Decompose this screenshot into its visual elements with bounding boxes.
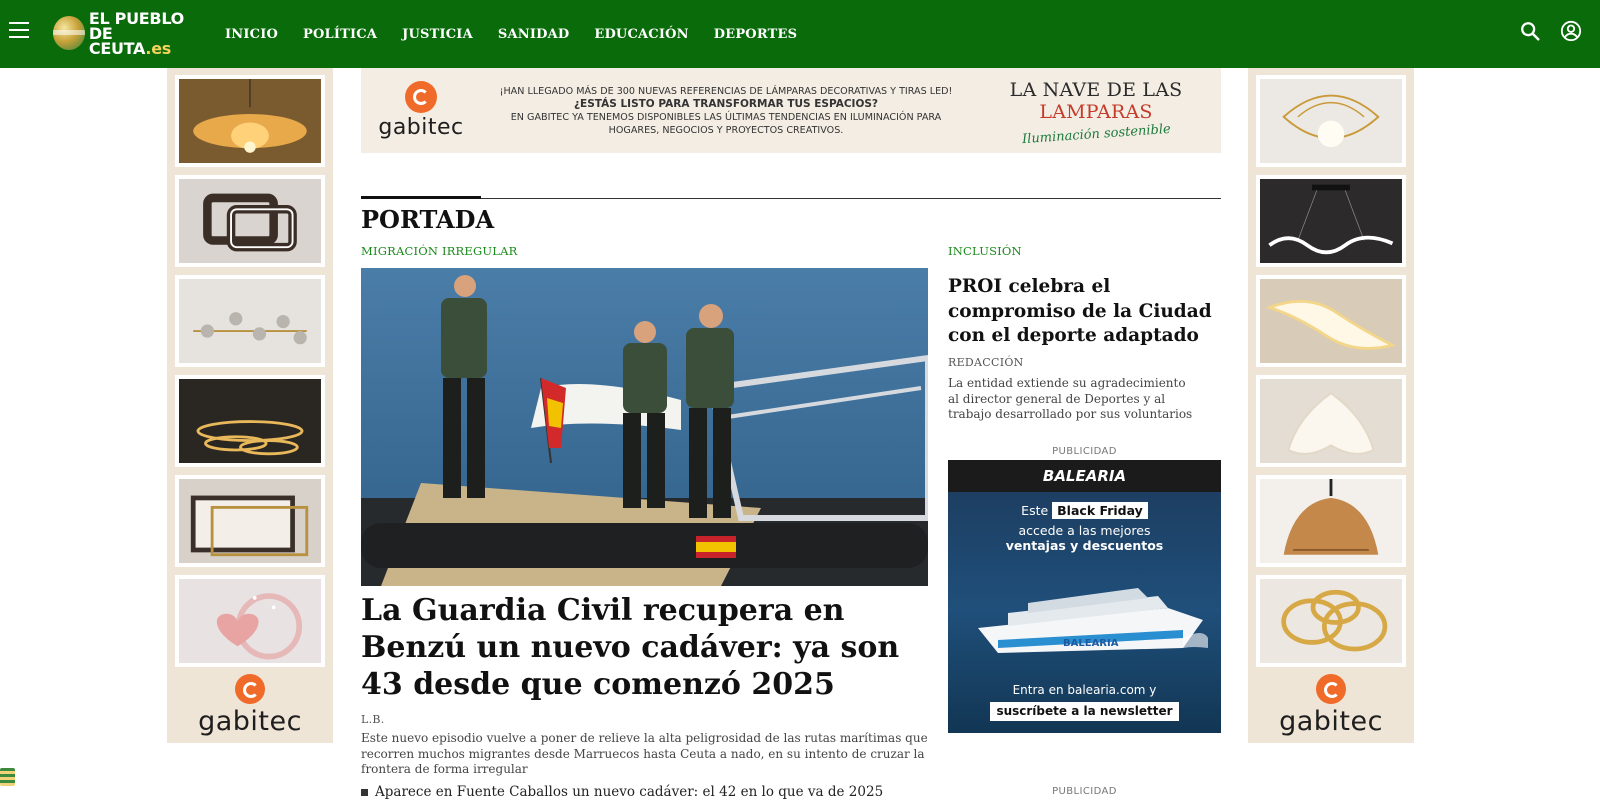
gabitec-g-icon	[405, 81, 437, 113]
lamp-product-image	[1256, 75, 1406, 167]
site-logo[interactable]	[53, 8, 193, 58]
banner-line-1: ¡HAN LLEGADO MÁS DE 300 NUEVAS REFERENCIAS DE LÁMPARAS DECORATIVAS Y TIRAS LED!	[499, 85, 953, 97]
side-article-summary: La entidad extiende su agradecimiento al director general de Deportes y al trabajo desarrollado por sus voluntarios	[948, 376, 1193, 421]
balearia-brand: BALEARIA	[948, 460, 1221, 492]
logo-tld: .es	[145, 38, 171, 58]
lamp-product-image	[1256, 475, 1406, 567]
lamp-product-image	[175, 575, 325, 667]
gabitec-banner-ad[interactable]	[361, 68, 1221, 153]
main-article-kicker[interactable]: MIGRACIÓN IRREGULAR	[361, 244, 518, 258]
section-accent-bar	[361, 196, 481, 199]
lamp-product-image	[175, 475, 325, 567]
nav-item-educacion[interactable]: EDUCACIÓN	[594, 26, 689, 42]
balearia-line-2: accede a las mejores	[1018, 523, 1151, 538]
advertising-label: PUBLICIDAD	[1052, 786, 1117, 797]
search-icon[interactable]	[1519, 20, 1541, 42]
gabitec-g-icon	[235, 674, 265, 704]
banner-line-3: EN GABITEC YA TENEMOS DISPONIBLES LAS ÚLTIMAS TENDENCIAS EN ILUMINACIÓN PARA	[510, 111, 942, 123]
logo-text	[88, 8, 193, 58]
nav-item-inicio[interactable]: INICIO	[225, 26, 278, 42]
main-article-byline: L.B.	[361, 713, 385, 726]
gabitec-g-icon	[1316, 674, 1346, 704]
balearia-newsletter	[948, 682, 1221, 721]
nav-item-sanidad[interactable]: SANIDAD	[497, 26, 570, 42]
logo-line-1: EL PUEBLO	[88, 8, 184, 28]
section-title: PORTADA	[361, 205, 495, 234]
side-article-byline: REDACCIÓN	[948, 356, 1024, 369]
right-side-ad[interactable]	[1248, 68, 1414, 743]
nav-item-justicia[interactable]: JUSTICIA	[402, 26, 473, 42]
site-header	[0, 0, 1600, 68]
main-article-headline[interactable]: La Guardia Civil recupera en Benzú un nuevo cadáver: ya son 43 desde que comenzó 2025	[361, 593, 900, 702]
banner-tagline	[971, 79, 1221, 148]
section-divider	[361, 198, 1221, 199]
logo-line-2: DE CEUTA.es	[88, 23, 171, 58]
lamp-product-image	[1256, 275, 1406, 367]
menu-icon[interactable]	[9, 22, 29, 38]
banner-line-2: ¿ESTÁS LISTO PARA TRANSFORMAR TUS ESPACIOS?	[573, 97, 879, 110]
balearia-line-1: Este Black Friday	[948, 502, 1221, 519]
banner-line-4: HOGARES, NEGOCIOS Y PROYECTOS CREATIVOS.	[608, 124, 844, 136]
related-article-link[interactable]: Aparece en Fuente Caballos un nuevo cadáver: el 42 en lo que va de 2025	[361, 784, 883, 800]
lamp-product-image	[1256, 175, 1406, 267]
lamp-product-image	[175, 275, 325, 367]
lamp-product-image	[1256, 375, 1406, 467]
user-account-icon[interactable]	[1560, 20, 1582, 42]
lamp-product-image	[175, 375, 325, 467]
main-nav	[225, 0, 822, 68]
balearia-bottom-line: Entra en balearia.com y	[1012, 683, 1157, 697]
banner-gabitec-logo	[361, 81, 481, 140]
svg-text:BALEARIA: BALEARIA	[1063, 638, 1119, 649]
banner-gabitec-wordmark: gabitec	[378, 115, 464, 140]
lamp-product-image	[1256, 575, 1406, 667]
nav-item-politica[interactable]: POLÍTICA	[303, 26, 378, 42]
banner-title: LA NAVE DE LAS LAMPARAS	[1009, 79, 1183, 123]
balearia-subscribe-cta[interactable]: suscríbete a la newsletter	[990, 702, 1178, 721]
balearia-line-3: ventajas y descuentos	[1005, 538, 1164, 553]
gabitec-logo	[167, 674, 333, 737]
cookie-settings-icon[interactable]	[0, 768, 15, 786]
balearia-ad[interactable]	[948, 460, 1221, 733]
nav-item-deportes[interactable]: DEPORTES	[713, 26, 798, 42]
balearia-offer-text	[948, 502, 1221, 553]
left-side-ad[interactable]	[167, 68, 333, 743]
gabitec-wordmark: gabitec	[198, 706, 302, 737]
gabitec-wordmark: gabitec	[1279, 706, 1383, 737]
side-article-kicker[interactable]: INCLUSIÓN	[948, 244, 1022, 258]
ferry-illustration	[968, 568, 1208, 663]
main-article-photo[interactable]	[361, 268, 928, 586]
banner-copy	[481, 85, 971, 137]
advertising-label: PUBLICIDAD	[1052, 446, 1117, 457]
banner-subtitle: Iluminación sostenible	[1021, 121, 1171, 148]
side-article-headline[interactable]: PROI celebra el compromiso de la Ciudad con el deporte adaptado	[948, 276, 1212, 346]
logo-globe-icon	[53, 16, 85, 50]
lamp-product-image	[175, 75, 325, 167]
lamp-product-image	[175, 175, 325, 267]
main-article-summary: Este nuevo episodio vuelve a poner de relieve la alta peligrosidad de las rutas marítimas que recorren muchos migrantes desde Marruecos hasta Ceuta a nado, en su intento de cruzar la frontera de forma irregular	[361, 731, 928, 776]
gabitec-logo	[1248, 674, 1414, 737]
